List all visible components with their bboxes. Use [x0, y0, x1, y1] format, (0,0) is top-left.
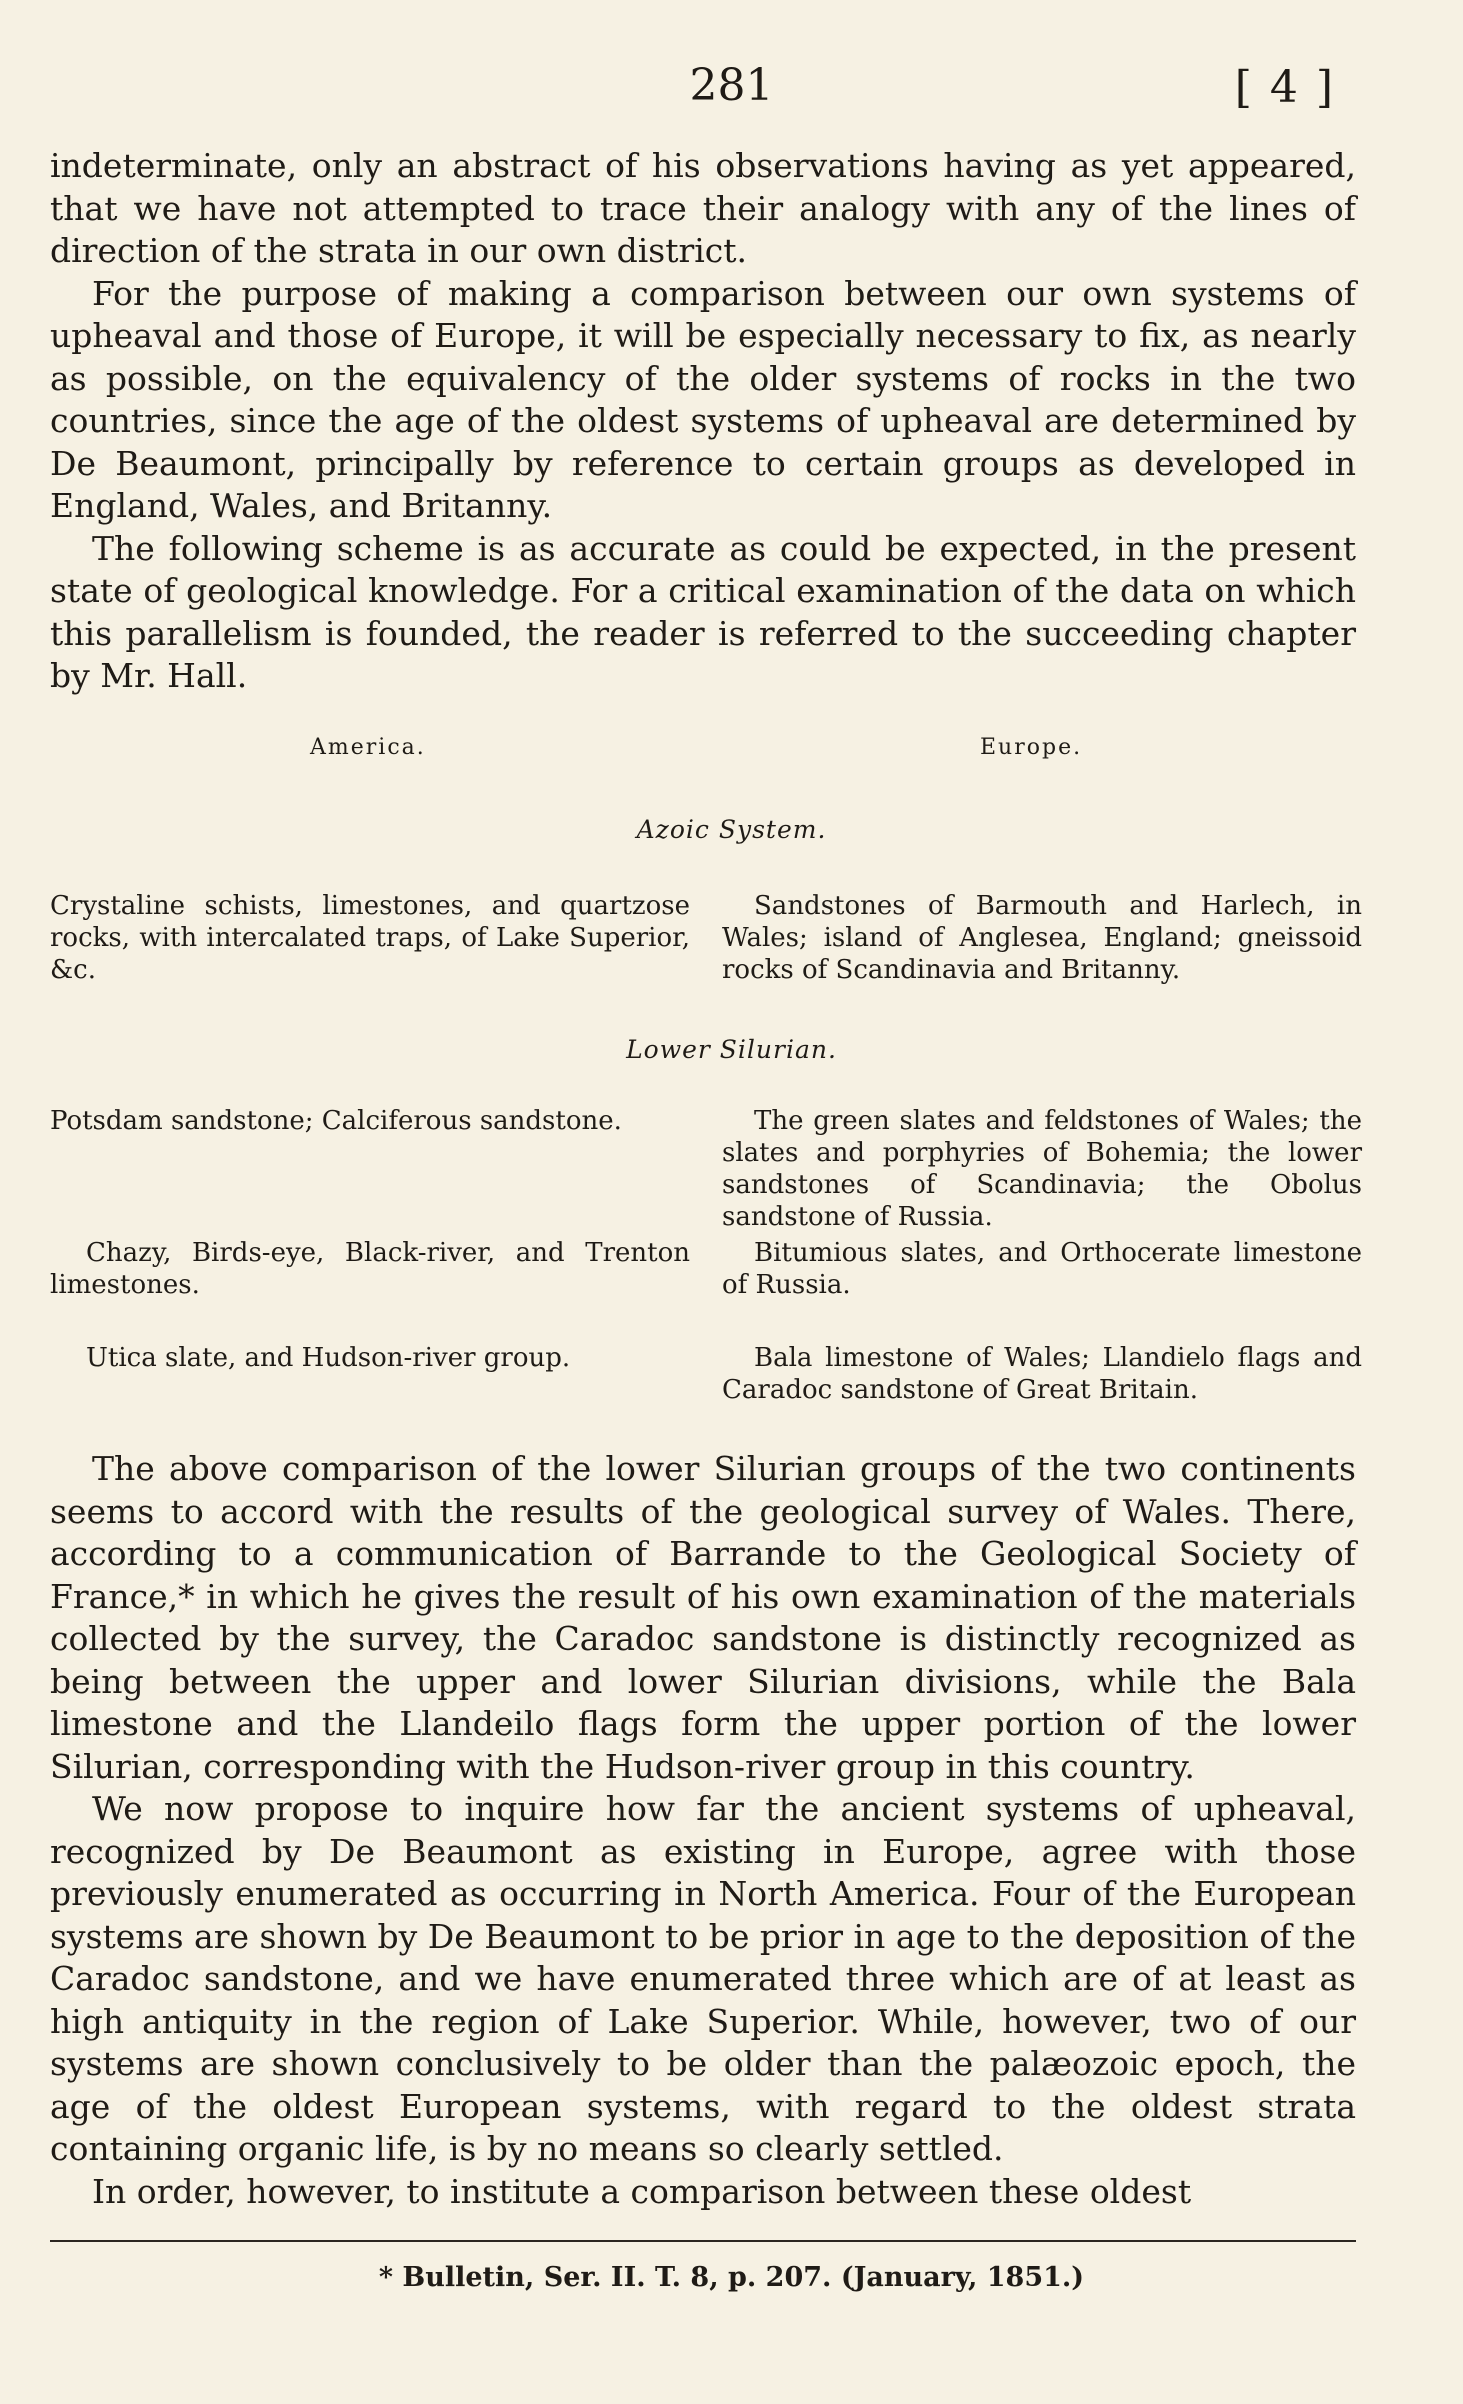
- footnote: * Bulletin, Ser. II. T. 8, p. 207. (January, 1851.): [378, 2262, 1085, 2293]
- paragraph: We now propose to inquire how far the ancient systems of upheaval, recognized by De Beaumont as existing in Europe, agree with those previously enumerated as occurring in North America. Four of the European systems are shown by De Beaumont to be prior in age to the deposition of the Caradoc sandstone, and we have enumerated three which are of at least as high antiquity in the region of Lake Superior. While, however, two of our systems are shown conclusively to be older than the palæozoic epoch, the age of the oldest European systems, with regard to the oldest strata containing organic life, is by no means so clearly settled.: [50, 1789, 1356, 2168]
- column-heading-europe: Europe.: [980, 735, 1083, 760]
- america-cell: Crystaline schists, limestones, and quartzose rocks, with intercalated traps, of Lake Superior, &c.: [50, 891, 690, 985]
- intro-text: [50, 145, 1356, 698]
- america-cell: Utica slate, and Hudson-river group.: [86, 1343, 571, 1373]
- europe-cell: Bala limestone of Wales; Llandielo flags and Caradoc sandstone of Great Britain.: [722, 1343, 1362, 1405]
- europe-cell: Bitumious slates, and Orthocerate limestone of Russia.: [722, 1238, 1362, 1300]
- paragraph: For the purpose of making a comparison between our own systems of upheaval and those of Europe, it will be especially necessary to fix, as nearly as possible, on the equivalency of the older systems of rocks in the two countries, since the age of the oldest systems of upheaval are determined by De Beaumont, principally by reference to certain groups as developed in England, Wales, and Britanny.: [50, 273, 1356, 525]
- page-number: 281: [689, 60, 774, 111]
- closing-text: [50, 1448, 1356, 2213]
- paragraph: The above comparison of the lower Silurian groups of the two continents seems to accord with the results of the geological survey of Wales. There, according to a communication of Barrande to the Geological Society of France,* in which he gives the result of his own examination of the materials collected by the survey, the Caradoc sandstone is distinctly recognized as being between the upper and lower Silurian divisions, while the Bala limestone and the Llandeilo flags form the upper portion of the lower Silurian, corresponding with the Hudson-river group in this country.: [50, 1449, 1356, 1786]
- america-cell: Potsdam sandstone; Calciferous sandstone.: [50, 1106, 622, 1136]
- table-column-headings: [0, 735, 1463, 769]
- section-mark: [ 4 ]: [1234, 62, 1335, 113]
- system-heading-lower-silurian: Lower Silurian.: [626, 1035, 837, 1064]
- paragraph: The following scheme is as accurate as could be expected, in the present state of geological knowledge. For a critical examination of the data on which this parallelism is founded, the reader is referred to the succeeding chapter by Mr. Hall.: [50, 528, 1356, 695]
- system-heading-azoic: Azoic System.: [636, 815, 827, 844]
- europe-cell: The green slates and feldstones of Wales; the slates and porphyries of Bohemia; the lower sandstones of Scandinavia; the Obolus sandstone of Russia.: [722, 1106, 1362, 1232]
- paragraph: In order, however, to institute a comparison between these oldest: [92, 2171, 1192, 2211]
- column-heading-america: America.: [310, 735, 426, 760]
- paragraph: indeterminate, only an abstract of his observations having as yet appeared, that we have not attempted to trace their analogy with any of the lines of direction of the strata in our own district.: [50, 146, 1356, 270]
- footnote-divider: [50, 2240, 1356, 2242]
- america-cell: Chazy, Birds-eye, Black-river, and Trenton limestones.: [50, 1238, 690, 1300]
- europe-cell: Sandstones of Barmouth and Harlech, in Wales; island of Anglesea, England; gneissoid rocks of Scandinavia and Britanny.: [722, 891, 1362, 985]
- page-header: [0, 60, 1463, 120]
